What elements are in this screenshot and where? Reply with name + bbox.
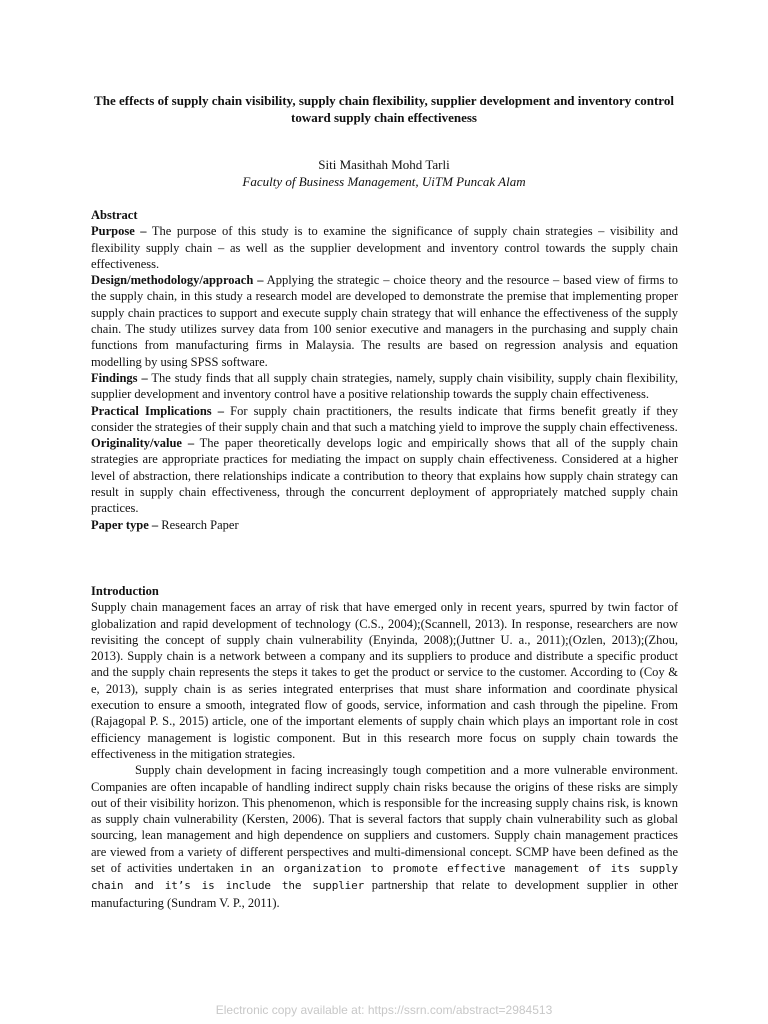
- abstract-text: The purpose of this study is to examine the significance of supply chain strategies – visibility and flexibility supply chain – as well as the supplier development and inventory control towards the supply chain effectiveness.: [91, 224, 678, 271]
- abstract-design: [91, 272, 678, 370]
- abstract-separator: –: [141, 370, 148, 385]
- abstract-separator: –: [257, 273, 264, 288]
- ssrn-footer: Electronic copy available at: https://ssrn.com/abstract=2984513: [215, 1003, 553, 1017]
- introduction-heading: Introduction: [91, 584, 159, 598]
- introduction-paragraph-2: [91, 762, 678, 911]
- abstract-label: Paper type: [91, 517, 149, 532]
- paper-title: The effects of supply chain visibility, supply chain flexibility, supplier development and inventory control toward supply chain effectiveness: [94, 93, 674, 125]
- abstract-label: Practical Implications: [91, 403, 212, 418]
- abstract-text: Applying the strategic – choice theory and the resource – based view of firms to the supply chain, in this study a research model are developed to demonstrate the premise that implementing proper supply chain practices to support and execute supply chain strategy that will enhance the effectiveness of the supply chain. The study utilizes survey data from 100 senior executive and managers in the purchasing and supply chain functions from manufacturing firms in Malaysia. The results are based on regression analysis and equation modelling by using SPSS software.: [91, 273, 679, 369]
- abstract-label: Purpose: [91, 224, 135, 239]
- abstract-label: Findings: [91, 370, 138, 385]
- introduction-paragraph-2-mono-line: in an organization to promote effective management of its supply chain and it’s is include the supplier: [91, 862, 679, 893]
- abstract-originality: [91, 435, 678, 516]
- abstract-text: Research Paper: [161, 517, 239, 532]
- abstract-label: Originality/value: [91, 436, 182, 451]
- abstract-section: [91, 207, 678, 533]
- introduction-paragraph-2-end: partnership that relate to development supplier in other manufacturing (Sundram V. P., 2011).: [91, 878, 678, 910]
- abstract-separator: –: [140, 224, 147, 239]
- abstract-label: Design/methodology/approach: [91, 273, 254, 288]
- abstract-text: For supply chain practitioners, the results indicate that firms benefit greatly if they consider the strategies of their supply chain and that such a matching yield to improve the supply chain effectiveness.: [91, 403, 678, 434]
- abstract-purpose: [91, 223, 678, 272]
- abstract-separator: –: [151, 517, 159, 532]
- abstract-paper-type: [91, 517, 678, 533]
- abstract-practical: [91, 403, 678, 436]
- abstract-heading: Abstract: [91, 208, 138, 222]
- abstract-text: The paper theoretically develops logic and empirically shows that all of the supply chain strategies are appropriate practices for mediating the impact on supply chain effectiveness. Considered at a higher level of abstraction, there relationships indicate a contribution to theory that explains how supply chain strategy can result in supply chain effectiveness, through the concurrent deployment of appropriately matched supply chain practices.: [91, 436, 678, 516]
- introduction-paragraph-1: Supply chain management faces an array of risk that have emerged only in recent years, spurred by twin factor of globalization and rapid development of technology (C.S., 2004);(Scannell, 2013). In response, researchers are now revisiting the concept of supply chain vulnerability (Enyinda, 2008);(Juttner U. a., 2011);(Ozlen, 2013);(Zhou, 2013). Supply chain is a network between a company and its suppliers to produce and distribute a specific product and the supply chain represents the steps it takes to get the product or service to the customer. According to (Coy & e, 2013), supply chain is as series integrated enterprises that must share information and coordinate physical execution to ensure a smooth, integrated flow of goods, service, information and cash through the pipeline. From (Rajagopal P. S., 2015) article, one of the important elements of supply chain which plays an important role in cost efficiency management is logistic component. But in this research more focus on supply chain towards the effectiveness in the mitigation strategies.: [91, 600, 678, 761]
- introduction-paragraph-2-text: Supply chain development in facing increasingly tough competition and a more vulnerable environment. Companies are often incapable of handling indirect supply chain risks because the origins of these risks are simply out of their visibility horizon. This phenomenon, which is responsible for the increasing supply chains risk, is known as supply chain vulnerability (Kersten, 2006). That is several factors that supply chain vulnerability such as global sourcing, lean management and high dependence on suppliers and customers. Supply chain management practices are viewed from a variety of different perspectives and multi-dimensional concept. SCMP have been defined as the set of activities undertaken: [91, 763, 678, 876]
- author-affiliation: Faculty of Business Management, UiTM Puncak Alam: [242, 174, 526, 189]
- abstract-findings: [91, 370, 678, 403]
- author-name: Siti Masithah Mohd Tarli: [318, 157, 450, 172]
- abstract-separator: –: [187, 436, 195, 451]
- introduction-section: [91, 583, 678, 911]
- abstract-separator: –: [217, 403, 225, 418]
- abstract-text: The study finds that all supply chain strategies, namely, supply chain visibility, supply chain flexibility, supplier development and inventory control have a positive relationship towards the supply chain effectiveness.: [91, 370, 678, 402]
